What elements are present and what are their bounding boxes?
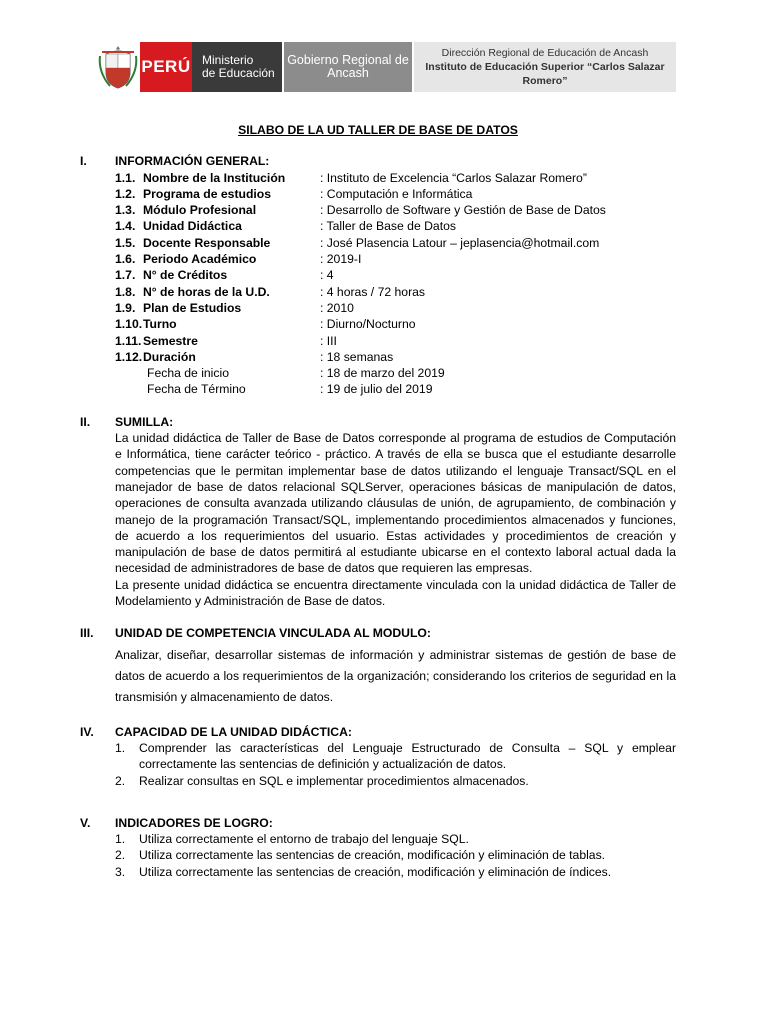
list-item	[115, 740, 676, 773]
info-value: : Diurno/Nocturno	[320, 317, 416, 332]
general-info-list	[115, 170, 676, 398]
info-label: Turno	[143, 317, 177, 332]
capacidad-list	[115, 740, 676, 789]
info-number: 1.11.	[115, 333, 142, 348]
competencia-text: Analizar, diseñar, desarrollar sistemas de información y administrar sistemas de gestión de base de datos de acuerdo a los requerimientos de la organización; considerando los criterios de seguridad en la transmisión y almacenamiento de datos.	[115, 647, 676, 704]
info-subvalue: : 19 de julio del 2019	[320, 382, 433, 397]
list-item	[115, 847, 676, 863]
info-row	[115, 300, 676, 316]
info-value: : Taller de Base de Datos	[320, 219, 456, 234]
info-sublabel: Fecha de inicio	[147, 366, 229, 381]
list-text: Utiliza correctamente las sentencias de creación, modificación y eliminación de tablas.	[139, 848, 606, 863]
ministry-line-2: de Educación	[202, 66, 275, 80]
direction-block	[414, 42, 676, 92]
info-row	[115, 333, 676, 349]
list-text: Utiliza correctamente las sentencias de creación, modificación y eliminación de índices.	[139, 864, 612, 879]
list-number: 2.	[115, 773, 126, 788]
info-subrow	[115, 381, 676, 397]
info-value: : 4	[320, 268, 334, 283]
info-sublabel: Fecha de Término	[147, 382, 246, 397]
list-number: 1.	[115, 832, 126, 847]
info-value: : 4 horas / 72 horas	[320, 284, 426, 299]
national-crest-icon	[96, 42, 140, 92]
info-row	[115, 267, 676, 283]
list-text: Realizar consultas en SQL e implementar procedimientos almacenados.	[139, 773, 529, 788]
info-label: Periodo Académico	[143, 252, 257, 267]
section-number: I.	[80, 154, 87, 169]
section-heading: SUMILLA:	[115, 414, 174, 429]
info-number: 1.6.	[115, 252, 136, 267]
info-row	[115, 218, 676, 234]
info-number: 1.5.	[115, 235, 136, 250]
info-subvalue: : 18 de marzo del 2019	[320, 366, 445, 381]
info-row	[115, 170, 676, 186]
info-label: Semestre	[143, 333, 198, 348]
info-value: : 2010	[320, 300, 354, 315]
peru-logo	[140, 42, 192, 92]
section-heading: INDICADORES DE LOGRO:	[115, 815, 273, 830]
indicadores-list	[115, 831, 676, 880]
sumilla-paragraph: La unidad didáctica de Taller de Base de Datos corresponde al programa de estudios de Computación e Informática, tiene carácter teórico - práctico. A través de ella se busca que el estudiante desarrolle competencias que le permitan implementar base de datos utilizando el lenguaje Transact/SQL en el manejador de base de datos relacional SQLServer, operaciones básicas de manipulación de datos, operaciones de consulta avanzada utilizando cláusulas de unión, de agrupamiento, de combinación y manejo de la programación Transact/SQL, implementando procedimientos almacenados y funciones, de acuerdo a los requerimientos del usuario. Estas actividades y procedimientos de creación y manipulación de base de datos permitirá al estudiante ubicarse en el contexto laboral actual dada la necesidad de administradores de base de datos que requieren las empresas.	[115, 431, 676, 576]
section-indicadores	[80, 815, 676, 880]
info-label: Unidad Didáctica	[143, 219, 242, 234]
info-label: Docente Responsable	[143, 235, 271, 250]
list-item	[115, 773, 676, 789]
info-value: : III	[320, 333, 337, 348]
list-text: Utiliza correctamente el entorno de trabajo del lenguaje SQL.	[139, 832, 469, 847]
country-name: PERÚ	[141, 57, 191, 76]
info-value: : Desarrollo de Software y Gestión de Base de Datos	[320, 203, 606, 218]
info-number: 1.10.	[115, 317, 143, 332]
direction-line-2: Instituto de Educación Superior “Carlos Salazar Romero”	[425, 61, 665, 87]
list-number: 3.	[115, 864, 126, 879]
list-item	[115, 831, 676, 847]
section-number: V.	[80, 815, 91, 830]
region-line-2: Ancash	[327, 66, 369, 80]
section-number: IV.	[80, 724, 94, 739]
info-label: Plan de Estudios	[143, 300, 242, 315]
section-heading: UNIDAD DE COMPETENCIA VINCULADA AL MODULO:	[115, 626, 431, 641]
info-label: N° de Créditos	[143, 268, 228, 283]
list-item	[115, 864, 676, 880]
info-row	[115, 235, 676, 251]
info-number: 1.9.	[115, 300, 136, 315]
info-subrow	[115, 365, 676, 381]
info-value: : Computación e Informática	[320, 186, 473, 201]
document-title: SILABO DE LA UD TALLER DE BASE DE DATOS	[238, 123, 518, 137]
info-label: Módulo Profesional	[143, 203, 257, 218]
section-general-info	[80, 153, 676, 397]
info-number: 1.4.	[115, 219, 136, 234]
info-label: N° de horas de la U.D.	[143, 284, 270, 299]
info-label: Programa de estudios	[143, 186, 272, 201]
list-number: 1.	[115, 740, 126, 755]
region-line-1: Gobierno Regional de	[287, 53, 409, 67]
section-competencia	[80, 625, 676, 707]
info-row	[115, 349, 676, 365]
section-heading: INFORMACIÓN GENERAL:	[115, 154, 270, 169]
info-number: 1.8.	[115, 284, 136, 299]
section-heading: CAPACIDAD DE LA UNIDAD DIDÁCTICA:	[115, 724, 352, 739]
info-row	[115, 284, 676, 300]
section-number: III.	[80, 626, 94, 641]
ministry-logo	[192, 42, 282, 92]
section-number: II.	[80, 414, 91, 429]
direction-line-1: Dirección Regional de Educación de Ancash	[441, 47, 649, 59]
info-row	[115, 186, 676, 202]
regional-government-logo	[284, 42, 412, 92]
syllabus-document	[80, 122, 676, 880]
ministry-line-1: Ministerio	[202, 53, 254, 67]
info-row	[115, 316, 676, 332]
info-value: : 18 semanas	[320, 349, 394, 364]
info-value: : José Plasencia Latour – jeplasencia@hotmail.com	[320, 235, 600, 250]
info-number: 1.3.	[115, 203, 136, 218]
info-number: 1.12.	[115, 349, 143, 364]
info-row	[115, 251, 676, 267]
info-label: Nombre de la Institución	[143, 170, 286, 185]
section-capacidad	[80, 724, 676, 789]
institution-banner	[96, 42, 676, 92]
info-value: : Instituto de Excelencia “Carlos Salazar Romero”	[320, 170, 587, 185]
sumilla-paragraph: La presente unidad didáctica se encuentra directamente vinculada con la unidad didáctica de Taller de Modelamiento y Administración de Base de datos.	[115, 577, 676, 609]
info-label: Duración	[143, 349, 196, 364]
info-value: : 2019-I	[320, 252, 362, 267]
info-number: 1.7.	[115, 268, 136, 283]
list-number: 2.	[115, 848, 126, 863]
info-number: 1.2.	[115, 186, 136, 201]
list-text: Comprender las características del Lenguaje Estructurado de Consulta – SQL y emplear correctamente las sentencias de definición y actualización de datos.	[139, 740, 676, 772]
info-number: 1.1.	[115, 170, 136, 185]
info-row	[115, 202, 676, 218]
section-sumilla	[80, 414, 676, 610]
